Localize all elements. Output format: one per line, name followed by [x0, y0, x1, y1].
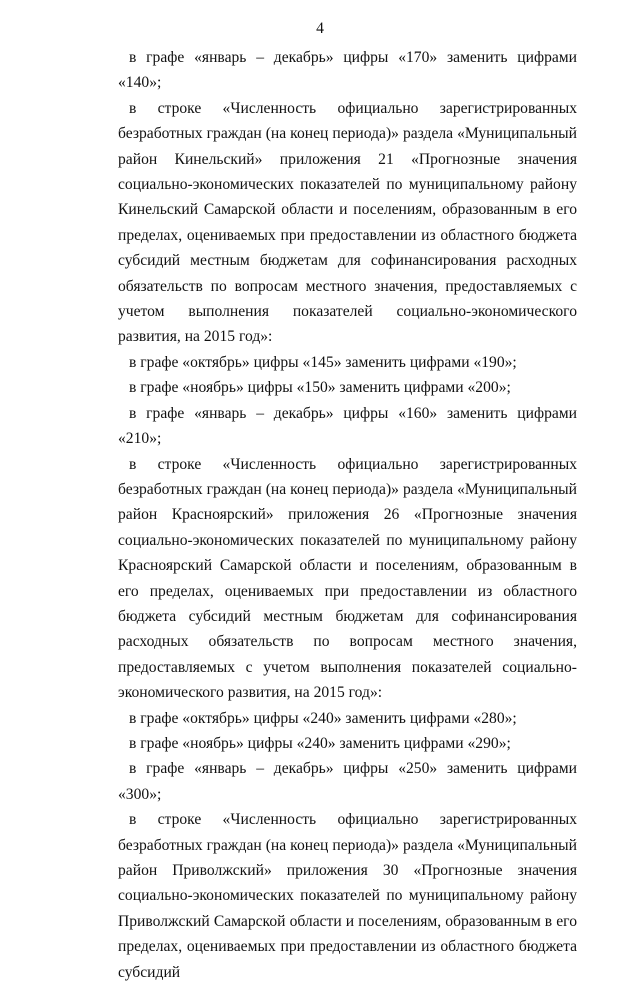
paragraph-kinel-october: в графе «октябрь» цифры «145» заменить цифрами «190»; — [129, 353, 517, 371]
paragraph-kinel-november: в графе «ноябрь» цифры «150» заменить цифрами «200»; — [129, 379, 511, 397]
document-body — [118, 45, 577, 985]
paragraph-privolzhsk-section: в строке «Численность официально зарегистрированных безработных граждан (на конец периода)» раздела «Муниципальный район Приволжский» приложения 30 «Прогнозные значения социально-экономических показателей по муниципальному району Приволжский Самарской области и поселениям, образованным в его пределах, оцениваемых при предоставлении из областного бюджета субсидий — [118, 811, 577, 981]
paragraph-kinel-jan-dec: в графе «январь – декабрь» цифры «170» заменить цифрами «140»; — [118, 49, 577, 92]
paragraph-krasnoyarsk-october: в графе «октябрь» цифры «240» заменить цифрами «280»; — [129, 709, 517, 727]
paragraph-kinel-section: в строке «Численность официально зарегистрированных безработных граждан (на конец периода)» раздела «Муниципальный район Кинельский» приложения 21 «Прогнозные значения социально-экономических показателей по муниципальному району Кинельский Самарской области и поселениям, образованным в его пределах, оцениваемых при предоставлении из областного бюджета субсидий местным бюджетам для софинансирования расходных обязательств по вопросам местного значения, предоставляемых с учетом выполнения показателей социально-экономического развития, на 2015 год»: — [118, 99, 577, 346]
paragraph-krasnoyarsk-jan-dec: в графе «январь – декабрь» цифры «250» заменить цифрами «300»; — [118, 760, 577, 803]
page-number: 4 — [316, 20, 324, 37]
paragraph-kinel-jan-dec-2: в графе «январь – декабрь» цифры «160» заменить цифрами «210»; — [118, 404, 577, 448]
paragraph-krasnoyarsk-section: в строке «Численность официально зарегистрированных безработных граждан (на конец периода)» раздела «Муниципальный район Красноярский» приложения 26 «Прогнозные значения социально-экономических показателей по муниципальному району Красноярский Самарской области и поселениям, образованным в его пределах, оцениваемых при предоставлении из областного бюджета субсидий местным бюджетам для софинансирования расходных обязательств по вопросам местного значения, предоставляемых с учетом выполнения показателей социально-экономического развития, на 2015 год»: — [118, 455, 577, 702]
paragraph-krasnoyarsk-november: в графе «ноябрь» цифры «240» заменить цифрами «290»; — [129, 734, 511, 752]
